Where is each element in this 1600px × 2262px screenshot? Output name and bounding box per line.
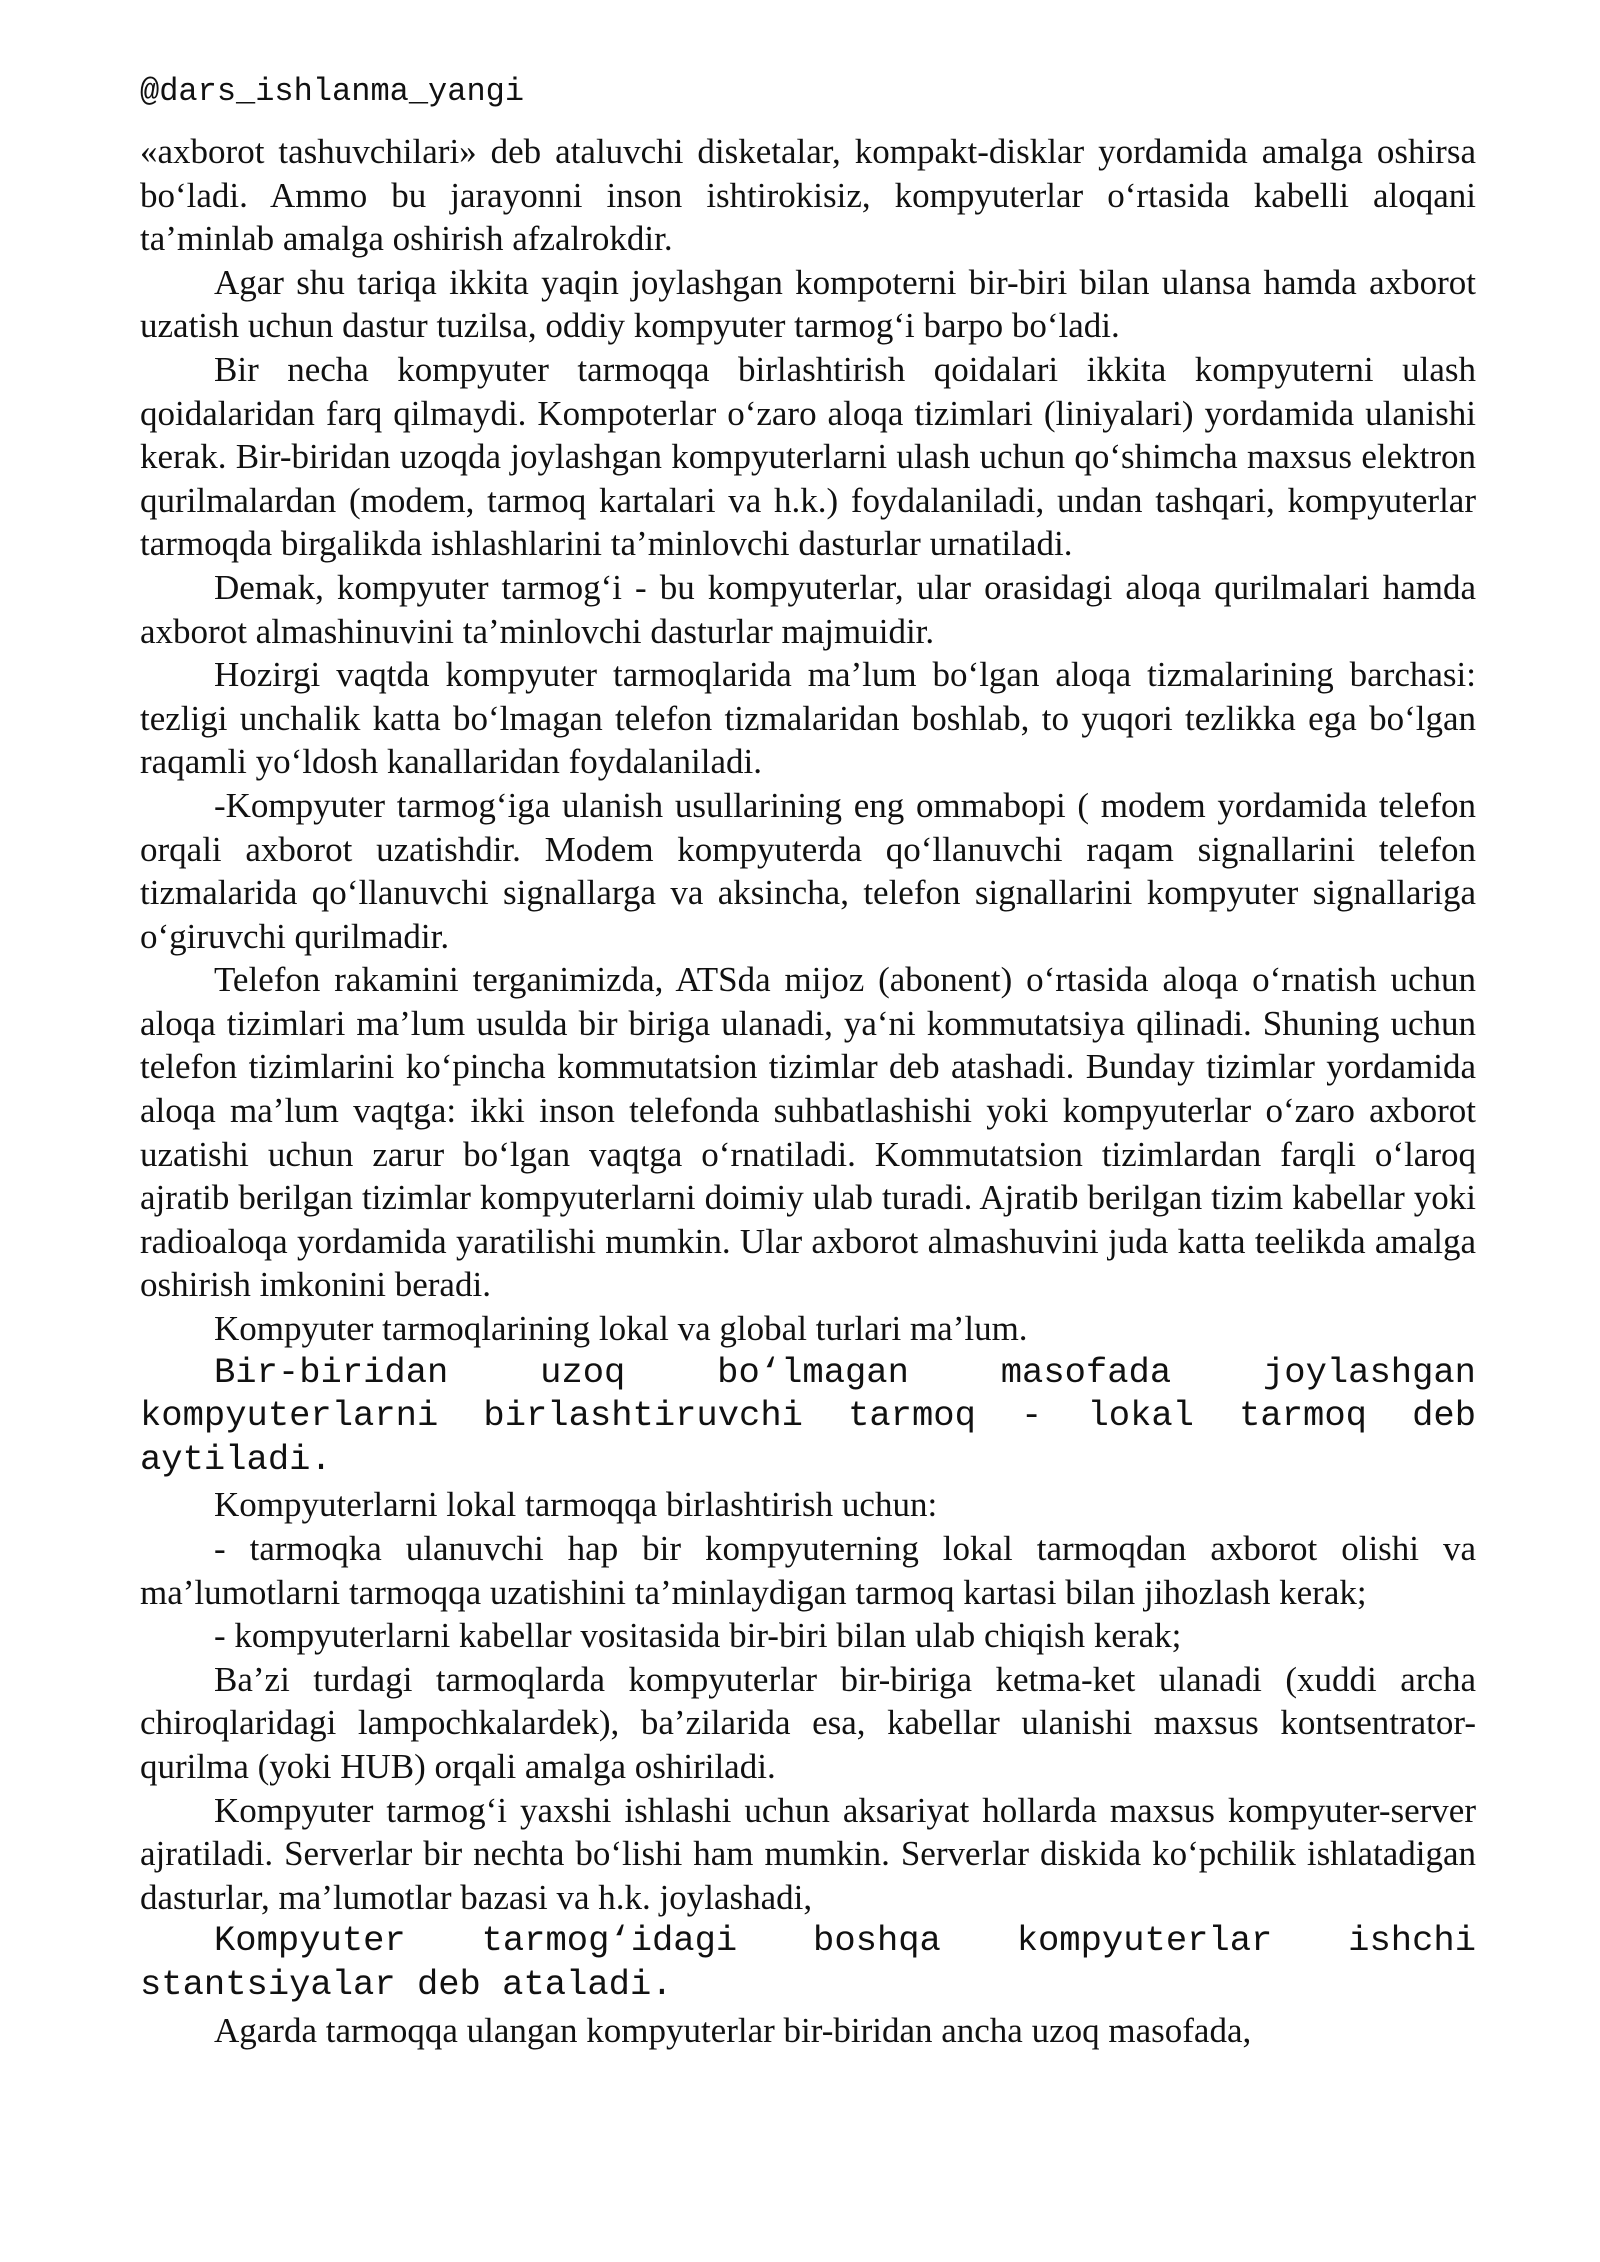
paragraph-5: Hozirgi vaqtda kompyuter tarmoqlarida ma’lum bo‘lgan aloqa tizmalarining barchasi: tezligi unchalik katta bo‘lmagan telefon tizmalaridan boshlab, to yuqori tezlikka ega bo‘lgan raqamli yo‘ldosh kanallaridan foydalaniladi. — [140, 655, 1476, 782]
paragraph-1: «axborot tashuvchilari» deb ataluvchi disketalar, kompakt-disklar yordamida amalga oshirsa bo‘ladi. Ammo bu jarayonni inson ishtirokisiz, kompyuterlar o‘rtasida kabelli aloqani ta’minlab amalga oshirish afzalrokdir. — [140, 132, 1476, 259]
paragraph-2: Agar shu tariqa ikkita yaqin joylashgan kompoterni bir-biri bilan ulansa hamda axborot uzatish uchun dastur tuzilsa, oddiy kompyuter tarmog‘i barpo bo‘ladi. — [140, 262, 1476, 346]
paragraph-14: Kompyuter tarmog‘i yaxshi ishlashi uchun aksariyat hollarda maxsus kompyuter-server ajratiladi. Serverlar bir nechta bo‘lishi ham mumkin. Serverlar diskida ko‘pchilik ishlatadigan dasturlar, ma’lumotlar bazasi va h.k. joylashadi, — [140, 1790, 1476, 1917]
paragraph-10: Kompyuterlarni lokal tarmoqqa birlashtirish uchun: — [214, 1485, 938, 1525]
paragraph-11-list-item: - tarmoqka ulanuvchi hap bir kompyuterning lokal tarmoqdan axborot olishi va ma’lumotlarni tarmoqqa uzatishini ta’minlaydigan tarmoq kartasi bilan jihozlash kerak; — [140, 1529, 1476, 1612]
paragraph-9-mono: Bir-biridan uzoq bo‘lmagan masofada joylashgan kompyuterlarni birlashtiruvchi tarmoq - lokal tarmoq deb aytiladi. — [140, 1351, 1476, 1480]
channel-header: @dars_ishlanma_yangi — [140, 73, 525, 110]
paragraph-15-mono: Kompyuter tarmog‘idagi boshqa kompyuterlar ishchi stantsiyalar deb ataladi. — [140, 1920, 1476, 2005]
paragraph-12-list-item: - kompyuterlarni kabellar vositasida bir-biri bilan ulab chiqish kerak; — [214, 1616, 1182, 1656]
paragraph-3: Bir necha kompyuter tarmoqqa birlashtirish qoidalari ikkita kompyuterni ulash qoidalaridan farq qilmaydi. Kompoterlar o‘zaro aloqa tizimlari (liniyalari) yordamida ulanishi kerak. Bir-biridan uzoqda joylashgan kompyuterlarni ulash uchun qo‘shimcha maxsus elektron qurilmalardan (modem, tarmoq kartalari va h.k.) foydalaniladi, undan tashqari, kompyuterlar tarmoqda birgalikda ishlashlarini ta’minlovchi dasturlar urnatiladi. — [140, 349, 1476, 564]
document-page — [140, 70, 1476, 2052]
paragraph-7: Telefon rakamini terganimizda, ATSda mijoz (abonent) o‘rtasida aloqa o‘rnatish uchun aloqa tizimlari ma’lum usulda bir biriga ulanadi, ya‘ni kommutatsiya qilinadi. Shuning uchun telefon tizimlarini ko‘pincha kommutatsion tizimlar deb atashadi. Bunday tizimlar yordamida aloqa ma’lum vaqtga: ikki inson telefonda suhbatlashishi yoki kompyuterlar o‘zaro axborot uzatishi uchun zarur bo‘lgan vaqtga o‘rnatiladi. Kommutatsion tizimlardan farqli o‘laroq ajratib berilgan tizimlar kompyuterlarni doimiy ulab turadi. Ajratib berilgan tizim kabellar yoki radioaloqa yordamida yaratilishi mumkin. Ular axborot almashuvini juda katta teelikda amalga oshirish imkonini beradi. — [140, 960, 1476, 1305]
paragraph-8: Kompyuter tarmoqlarining lokal va global turlari ma’lum. — [214, 1309, 1028, 1349]
paragraph-13: Ba’zi turdagi tarmoqlarda kompyuterlar bir-biriga ketma-ket ulanadi (xuddi archa chiroqlaridagi lampochkalardek), ba’zilarida esa, kabellar ulanishi maxsus kontsentrator-qurilma (yoki HUB) orqali amalga oshiriladi. — [140, 1659, 1476, 1786]
paragraph-4: Demak, kompyuter tarmog‘i - bu kompyuterlar, ular orasidagi aloqa qurilmalari hamda axborot almashinuvini ta’minlovchi dasturlar majmuidir. — [140, 567, 1476, 651]
paragraph-16: Agarda tarmoqqa ulangan kompyuterlar bir-biridan ancha uzoq masofada, — [214, 2010, 1252, 2050]
paragraph-6: -Kompyuter tarmog‘iga ulanish usullarining eng ommabopi ( modem yordamida telefon orqali axborot uzatishdir. Modem kompyuterda qo‘llanuvchi raqam signallarini telefon tizmalarida qo‘llanuvchi signallarga va aksincha, telefon signallarini kompyuter signallariga o‘giruvchi qurilmadir. — [140, 785, 1476, 956]
